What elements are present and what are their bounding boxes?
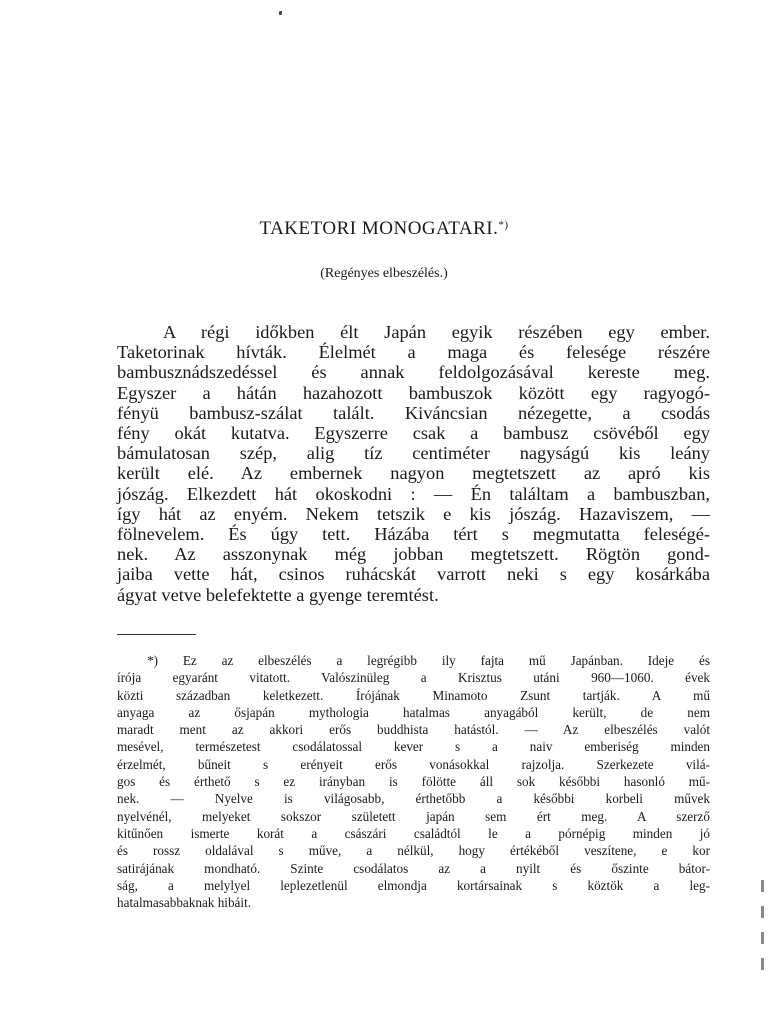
page-title xyxy=(0,218,768,240)
footnote-line: satirájának mondható. Szinte csodálatos az a nyilt és őszinte bátor- xyxy=(117,860,710,876)
main-paragraph xyxy=(117,322,710,605)
footnote-line: ság, a melylyel leplezetlenül elmondja kortársainak s köztök a leg- xyxy=(117,877,710,893)
footnote-line: érzelmét, bűneit s erényeit erős vonásokkal rajzolja. Szerkezete vilá- xyxy=(117,756,710,772)
title-footnote-marker: *) xyxy=(498,219,509,231)
text-line: jaiba vette hát, csinos ruhácskát varrott neki s egy kosárkába xyxy=(117,564,710,585)
text-line: A régi időkben élt Japán egyik részében egy ember. xyxy=(163,322,710,342)
footnote-line: írója egyaránt vitatott. Valószinüleg a Krisztus utáni 960—1060. évek xyxy=(117,670,710,686)
text-line: fényü bambusz-szálat talált. Kiváncsian nézegette, a csodás xyxy=(117,402,710,423)
footnote-line: gos és érthető s ez irányban is fölötte áll sok későbbi hasonló mű- xyxy=(117,774,710,790)
footnote xyxy=(117,652,710,911)
footnote-line: anyaga az ősjapán mythologia hatalmas anyagából került, de nem xyxy=(117,704,710,720)
text-line: bambusznádszedéssel és annak feldolgozásával kereste meg. xyxy=(117,362,710,383)
scan-edge-marks xyxy=(761,880,766,1000)
footnote-line: nyelvénél, melyeket sokszor született japán sem ért meg. A szerző xyxy=(117,808,710,824)
text-line: fény okát kutatva. Egyszerre csak a bambusz csövéből egy xyxy=(117,423,710,444)
footnote-line: és rossz oldalával s műve, a nélkül, hogy értékéből veszítene, e kor xyxy=(117,843,710,859)
title-text: TAKETORI MONOGATARI. xyxy=(259,218,499,239)
scan-speck xyxy=(279,11,282,15)
text-line: így hát az enyém. Nekem tetszik e kis jószág. Hazaviszem, — xyxy=(117,503,710,524)
footnote-line: mesével, természetest csodálatossal kever s a naiv emberiség minden xyxy=(117,739,710,755)
footnote-line: hatalmasabbaknak hibáit. xyxy=(117,895,252,911)
footnote-line: nek. — Nyelve is világosabb, érthetőbb a későbbi korbeli művek xyxy=(117,791,710,807)
text-line: bámulatosan szép, alig tíz centiméter nagyságú kis leány xyxy=(117,443,710,464)
text-line: Egyszer a hátán hazahozott bambuszok között egy ragyogó- xyxy=(117,382,710,403)
text-line: fölnevelem. És úgy tett. Házába tért s megmutatta feleségé- xyxy=(117,524,710,545)
footnote-line: közti században keletkezett. Írójának Minamoto Zsunt tartják. A mű xyxy=(117,687,710,703)
footnote-line: kitűnően ismerte korát a császári családtól le a pórnépig minden jó xyxy=(117,825,710,841)
text-line: került elé. Az embernek nagyon megtetszett az apró kis xyxy=(117,463,710,484)
footnote-line: *) Ez az elbeszélés a legrégibb ily fajta mű Japánban. Ideje és xyxy=(147,653,710,668)
text-line: nek. Az asszonynak még jobban megtetszett. Rögtön gond- xyxy=(117,544,710,565)
text-line: ágyat vetve belefektette a gyenge teremtést. xyxy=(117,584,439,605)
text-line: Taketorinak hívták. Élelmét a maga és felesége részére xyxy=(117,342,710,363)
text-line: jószág. Elkezdett hát okoskodni : — Én találtam a bambuszban, xyxy=(117,483,710,504)
footnote-divider xyxy=(117,634,196,635)
page-subtitle: (Regényes elbeszélés.) xyxy=(320,266,448,281)
footnote-line: maradt ment az akkori erős buddhista hatástól. — Az elbeszélés valót xyxy=(117,722,710,738)
